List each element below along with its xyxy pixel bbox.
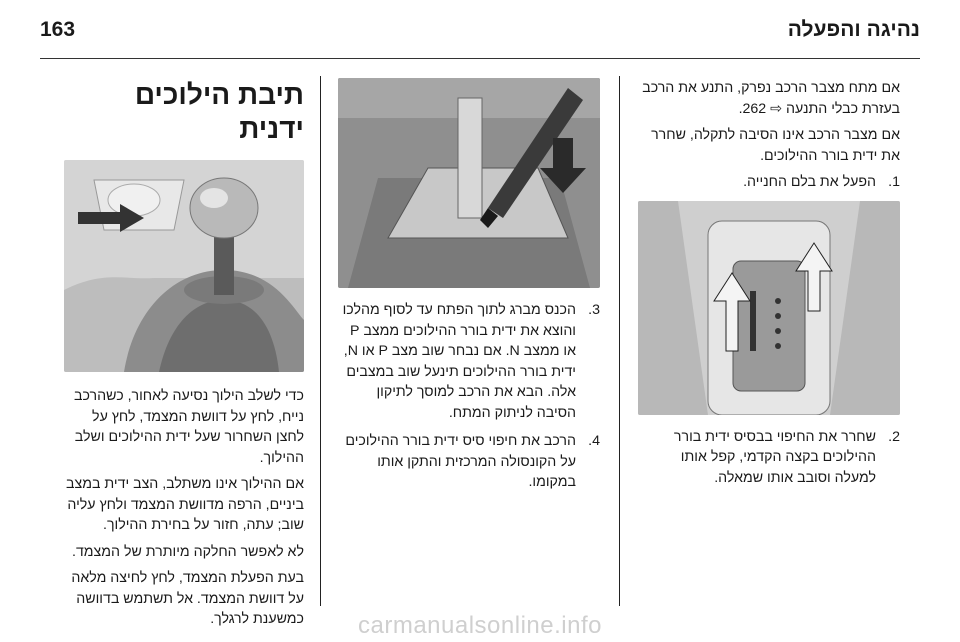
screwdriver-figure — [338, 78, 600, 288]
step-number: 3. — [588, 302, 600, 318]
column-divider-left — [320, 76, 321, 606]
step-number: 1. — [888, 174, 900, 190]
right-column — [64, 78, 304, 636]
page-header — [0, 0, 960, 62]
step-text: שחרר את החיפוי בבסיס ידית בורר ההילוכים בקצה הקדמי, קפל אותו למעלה וסובב אותו שמאלה. — [673, 428, 876, 486]
paragraph: אם מצבר הרכב אינו הסיבה לתקלה, שחרר את ידית בורר ההילוכים. — [651, 127, 900, 164]
paragraph: לא לאפשר החלקה מיותרת של המצמד. — [72, 543, 304, 560]
gear-knob-figure — [64, 160, 304, 372]
step-text: הרכב את חיפוי סיס ידית בורר ההילוכים על הקונסולה המרכזית והתקן אותו במקומו. — [345, 433, 576, 490]
step-text: הפעל את בלם החנייה. — [743, 174, 876, 190]
step-4 — [338, 431, 600, 493]
step-number: 2. — [888, 428, 900, 445]
paragraph: אם מתח מצבר הרכב נפרק, התנע את הרכב בעזרת כבלי התנעה ⇨ 262. — [642, 80, 900, 117]
screwdriver-illustration — [338, 78, 600, 288]
header-rule — [40, 58, 920, 59]
selector-cover-illustration — [638, 201, 900, 415]
step-1 — [636, 172, 900, 193]
left-column — [636, 78, 900, 496]
column-divider-right — [619, 76, 620, 606]
step-number: 4. — [588, 433, 600, 449]
middle-column — [338, 78, 600, 501]
step-3 — [338, 300, 600, 423]
page-number: 163 — [40, 18, 76, 41]
paragraph: כדי לשלב הילוך נסיעה לאחור, כשהרכב נייח, לחץ על דוושת המצמד, לחץ על לחצן השחרור שעל ידית ההילוכים ושלב ההילוך. — [74, 388, 304, 466]
gear-knob-illustration — [64, 160, 304, 372]
step-text: הכנס מברג לתוך הפתח עד לסוף מהלכו והוצא את ידית בורר ההילוכים ממצב P או ממצב N. אם נבחר שוב מצב P או N, ידית בורר ההילוכים תינעל שוב במצבים אלה. הבא את הרכב למוסך לתיקון הסיבה לניתוק המתח. — [342, 302, 576, 421]
selector-cover-figure — [638, 201, 900, 415]
step-2 — [636, 427, 900, 489]
chapter-title: נהיגה והפעלה — [787, 18, 920, 41]
paragraph: אם ההילוך אינו משתלב, הצב ידית במצב ביניים, הרפה מדוושת המצמד ולחץ עליה שוב; עתה, חזור על בחירת ההילוך. — [66, 476, 304, 533]
watermark: carmanualsonline.info — [358, 612, 602, 639]
paragraph: בעת הפעלת המצמד, לחץ לחיצה מלאה על דוושת המצמד. אל תשתמש בדוושה כמשענת לרגלך. — [71, 570, 304, 627]
section-title: תיבת הילוכים ידנית — [134, 79, 304, 144]
